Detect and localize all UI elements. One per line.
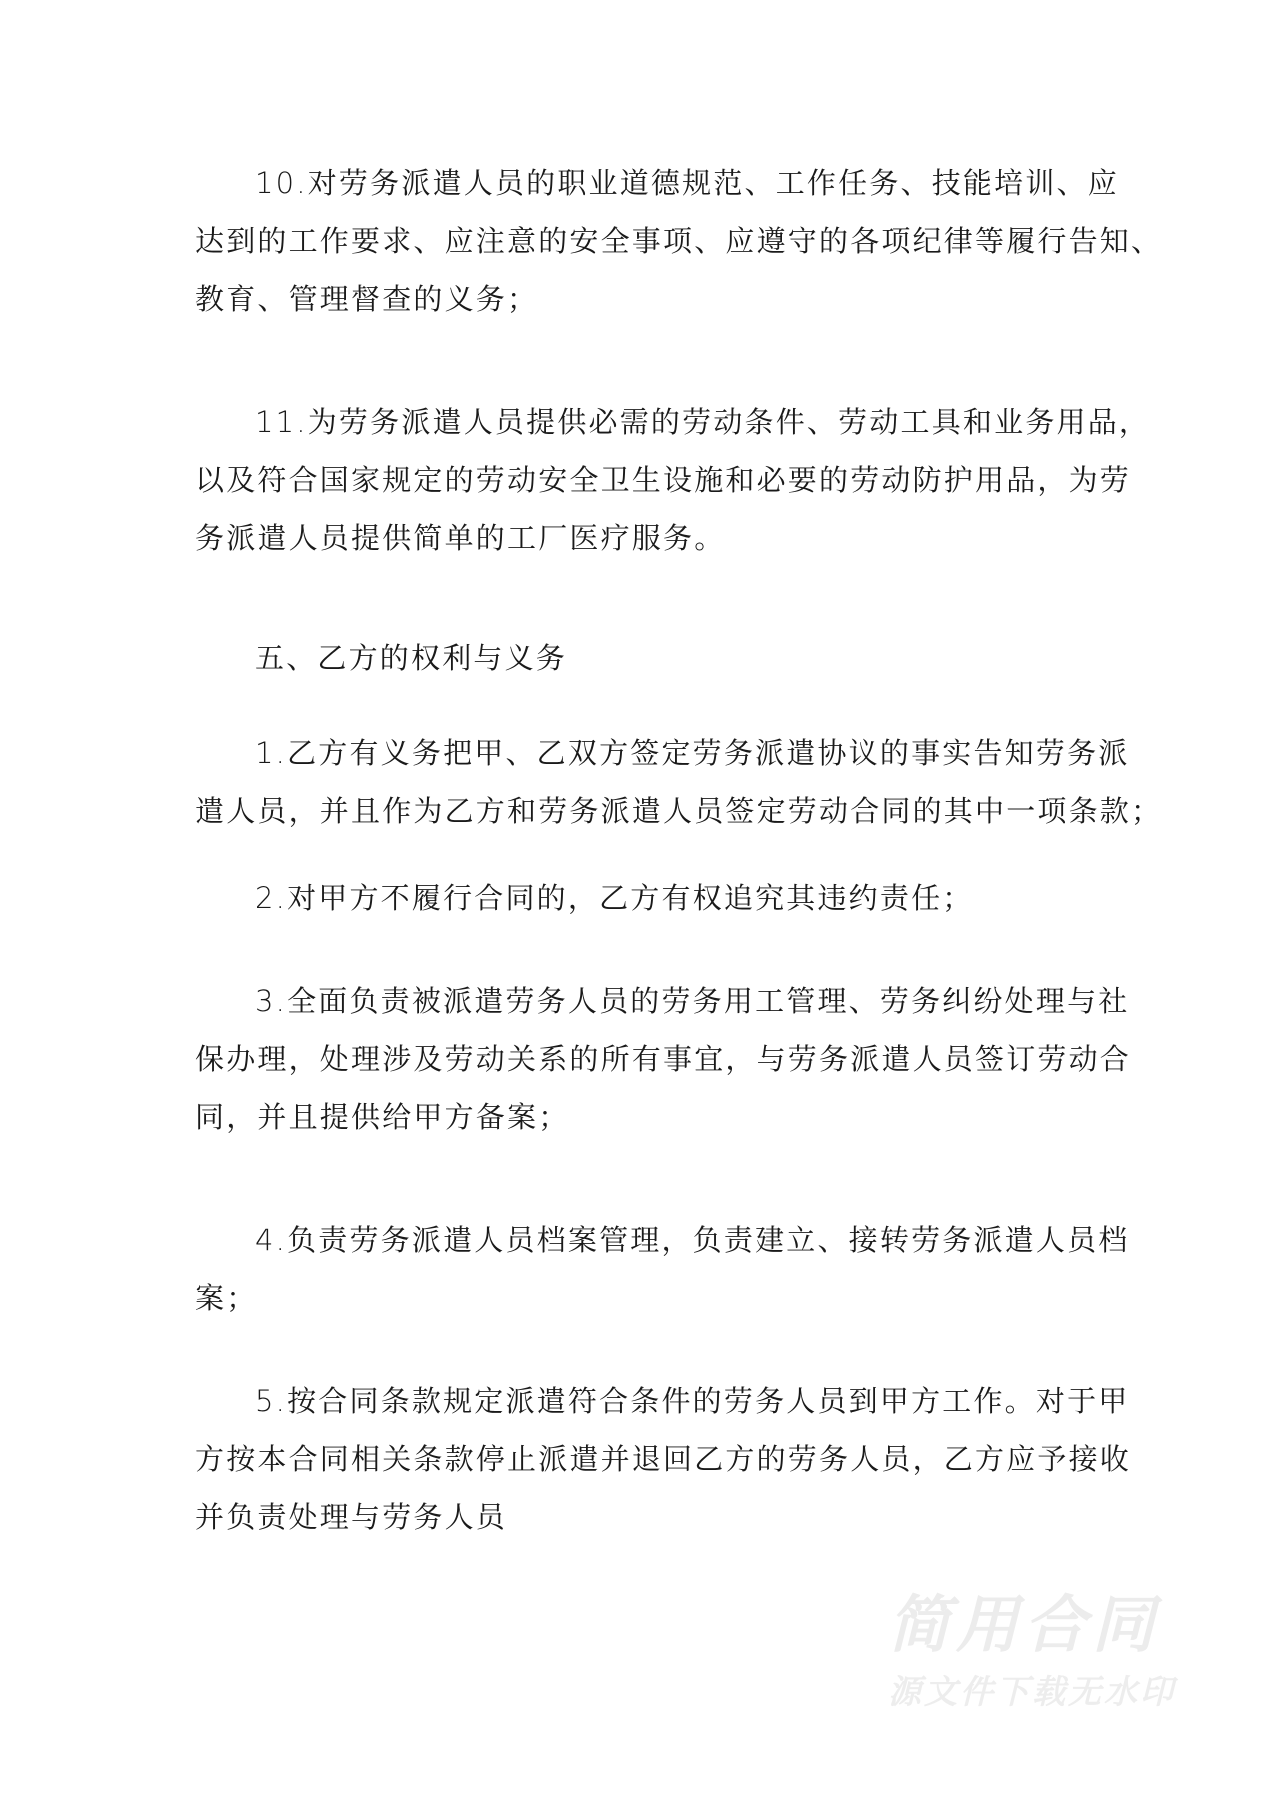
paragraph-11-line-1: 11.为劳务派遣人员提供必需的劳动条件、劳动工具和业务用品，: [255, 405, 1151, 439]
section-5-item-3-line-3: 同，并且提供给甲方备案；: [195, 1100, 570, 1134]
section-5-item-4-line-1: 4.负责劳务派遣人员档案管理，负责建立、接转劳务派遣人员档: [255, 1223, 1130, 1257]
watermark: [880, 1590, 1200, 1720]
paragraph-11-line-2: 以及符合国家规定的劳动安全卫生设施和必要的劳动防护用品，为劳: [195, 463, 1132, 497]
section-5-item-5-line-2: 方按本合同相关条款停止派遣并退回乙方的劳务人员，乙方应予接收: [195, 1442, 1132, 1476]
section-5-item-2-line-1: 2.对甲方不履行合同的，乙方有权追究其违约责任；: [255, 881, 974, 915]
section-5-item-5-line-3: 并负责处理与劳务人员: [195, 1500, 508, 1534]
watermark-subtitle: 源文件下载无水印: [888, 1672, 1176, 1711]
section-5-item-3-line-2: 保办理，处理涉及劳动关系的所有事宜，与劳务派遣人员签订劳动合: [195, 1042, 1132, 1076]
section-5-item-1-line-1: 1.乙方有义务把甲、乙双方签定劳务派遣协议的事实告知劳务派: [255, 736, 1130, 770]
paragraph-11-line-3: 务派遣人员提供简单的工厂医疗服务。: [195, 521, 726, 555]
paragraph-10-line-1: 10.对劳务派遣人员的职业道德规范、工作任务、技能培训、应: [255, 166, 1119, 200]
section-5-item-3-line-1: 3.全面负责被派遣劳务人员的劳务用工管理、劳务纠纷处理与社: [255, 984, 1130, 1018]
section-5-item-4-line-2: 案；: [195, 1281, 258, 1315]
watermark-title: 简用合同: [888, 1588, 1161, 1661]
paragraph-10-line-3: 教育、管理督查的义务；: [195, 282, 539, 316]
section-heading: 五、乙方的权利与义务: [255, 641, 568, 675]
paragraph-10-line-2: 达到的工作要求、应注意的安全事项、应遵守的各项纪律等履行告知、: [195, 224, 1163, 258]
section-5-item-5-line-1: 5.按合同条款规定派遣符合条件的劳务人员到甲方工作。对于甲: [255, 1384, 1130, 1418]
section-5-item-1-line-2: 遣人员，并且作为乙方和劳务派遣人员签定劳动合同的其中一项条款；: [195, 794, 1163, 828]
